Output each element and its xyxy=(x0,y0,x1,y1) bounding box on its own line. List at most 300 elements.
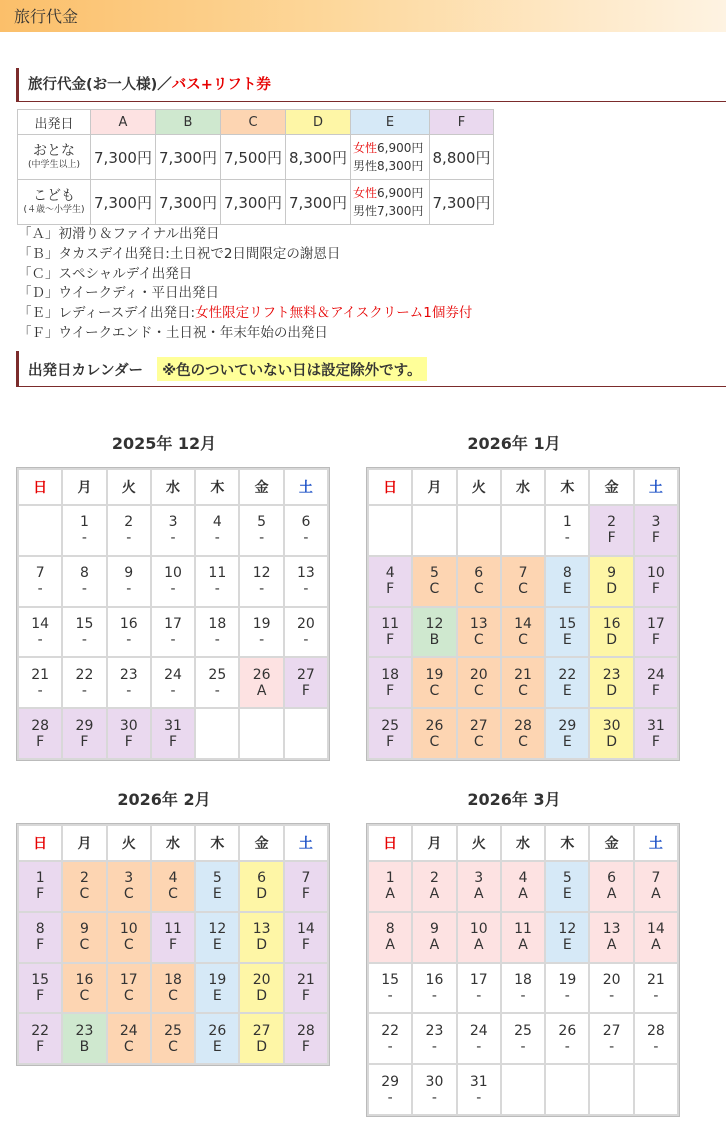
calendar-day xyxy=(458,862,500,911)
day-grade: F xyxy=(301,937,310,954)
day-grade: - xyxy=(520,987,526,1004)
price-heading-red: バス+リフト券 xyxy=(171,77,271,93)
day-grade: E xyxy=(212,987,222,1004)
week-row xyxy=(369,862,677,911)
day-grade: - xyxy=(520,1038,526,1055)
day-grade: - xyxy=(564,1038,570,1055)
day-grade: F xyxy=(651,733,660,750)
empty-day xyxy=(502,1065,544,1114)
day-number: 15 xyxy=(381,971,400,988)
day-grade: D xyxy=(256,937,268,954)
day-grade: - xyxy=(81,631,87,648)
calendar-day xyxy=(63,964,105,1013)
calendar-day xyxy=(635,608,677,657)
day-number: 19 xyxy=(558,971,577,988)
calendar-day xyxy=(152,862,194,911)
day-grade: F xyxy=(386,581,395,598)
day-number: 27 xyxy=(602,1022,621,1039)
day-grade: F xyxy=(36,937,45,954)
calendar-day xyxy=(19,862,61,911)
calendar-day xyxy=(413,1065,455,1114)
day-number: 14 xyxy=(297,921,315,938)
calendar-day xyxy=(240,964,282,1013)
calendar-day xyxy=(108,506,150,555)
day-number: 14 xyxy=(514,615,532,632)
day-grade: B xyxy=(79,1038,90,1055)
legend-text: 「Ｂ」タカスデイ出発日:土日祝で2日間限定の謝恩日 xyxy=(18,245,341,262)
day-number: 9 xyxy=(79,921,89,938)
price-col-header: 出発日 xyxy=(18,110,90,134)
day-grade: - xyxy=(303,530,309,547)
day-number: 15 xyxy=(31,971,50,988)
day-grade: E xyxy=(562,886,572,903)
calendar-day xyxy=(285,862,327,911)
day-number: 24 xyxy=(647,666,665,683)
day-number: 21 xyxy=(514,666,532,683)
day-number: 6 xyxy=(474,565,484,582)
day-number: 11 xyxy=(208,565,227,582)
week-row xyxy=(369,506,677,555)
day-grade: C xyxy=(518,733,528,750)
day-number: 9 xyxy=(429,921,439,938)
calendar-title-jan-2026: 2026年 1月 xyxy=(467,434,561,453)
day-number: 7 xyxy=(651,870,661,887)
weekday-header: 金 xyxy=(590,826,632,860)
day-number: 25 xyxy=(381,717,400,734)
calendar-day xyxy=(590,1014,632,1063)
day-grade: - xyxy=(387,1038,393,1055)
day-grade: D xyxy=(606,733,618,750)
weekday-header: 木 xyxy=(546,826,588,860)
day-number: 26 xyxy=(252,666,271,683)
day-grade: - xyxy=(653,1038,659,1055)
day-grade: F xyxy=(301,987,310,1004)
day-grade: F xyxy=(651,530,660,547)
weekday-header: 木 xyxy=(546,470,588,504)
calendar-day xyxy=(285,557,327,606)
empty-day xyxy=(635,1065,677,1114)
legend-red-text: 女性限定リフト無料＆アイスクリーム1個券付 xyxy=(195,305,473,322)
calendar-day xyxy=(635,862,677,911)
calendar-day xyxy=(458,1014,500,1063)
day-grade: - xyxy=(37,682,43,699)
day-number: 13 xyxy=(252,921,271,938)
calendar-day xyxy=(546,862,588,911)
day-number: 16 xyxy=(75,971,94,988)
calendar-day xyxy=(635,709,677,758)
calendar-day xyxy=(152,1014,194,1063)
calendar-day xyxy=(458,913,500,962)
day-grade: F xyxy=(386,733,395,750)
day-number: 20 xyxy=(297,615,315,632)
day-number: 29 xyxy=(75,717,94,734)
day-grade: E xyxy=(562,581,572,598)
empty-day xyxy=(369,506,411,555)
calendar-day xyxy=(196,913,238,962)
day-grade: C xyxy=(473,631,484,648)
price-value: 7,300円 xyxy=(94,193,152,212)
grade-header-e: E xyxy=(351,110,429,134)
calendar-day xyxy=(546,913,588,962)
calendar-day xyxy=(546,608,588,657)
day-grade: C xyxy=(168,886,178,903)
calendar-day xyxy=(285,608,327,657)
calendar-day xyxy=(152,658,194,707)
calendar-day xyxy=(369,557,411,606)
price-heading-main: 旅行代金(お一人様)／ xyxy=(28,77,172,93)
day-grade: F xyxy=(36,987,45,1004)
calendar-day xyxy=(590,658,632,707)
day-number: 2 xyxy=(607,514,617,531)
weekday-header: 火 xyxy=(458,470,500,504)
empty-day xyxy=(285,709,327,758)
day-grade: F xyxy=(651,631,660,648)
day-number: 3 xyxy=(124,870,134,887)
calendar-day xyxy=(369,862,411,911)
day-grade: A xyxy=(518,886,528,903)
day-number: 8 xyxy=(562,565,572,582)
weekday-header: 木 xyxy=(196,826,238,860)
day-number: 23 xyxy=(425,1022,444,1039)
day-number: 6 xyxy=(607,870,617,887)
calendar-day xyxy=(590,557,632,606)
weekday-header: 水 xyxy=(502,826,544,860)
grade-header-c: C xyxy=(221,110,285,134)
calendar-day xyxy=(546,506,588,555)
day-grade: A xyxy=(429,937,440,954)
price-value: 7,300円 xyxy=(159,193,217,212)
day-grade: C xyxy=(518,581,528,598)
day-number: 19 xyxy=(252,615,271,632)
day-grade: - xyxy=(170,682,176,699)
legend-item-b xyxy=(18,245,472,265)
day-grade: C xyxy=(168,1038,178,1055)
day-grade: - xyxy=(214,530,220,547)
price-cell-e xyxy=(351,180,429,224)
calendar-day xyxy=(196,557,238,606)
calendar-day xyxy=(502,964,544,1013)
day-number: 25 xyxy=(514,1022,532,1039)
weekday-header: 水 xyxy=(152,470,194,504)
day-grade: F xyxy=(301,1038,310,1055)
calendar-day xyxy=(19,608,61,657)
price-cell xyxy=(91,135,155,179)
day-number: 1 xyxy=(35,870,45,887)
calendar-day xyxy=(413,862,455,911)
day-number: 18 xyxy=(208,615,227,632)
day-grade: - xyxy=(126,631,132,648)
day-grade: - xyxy=(81,581,87,598)
calendar-day xyxy=(546,964,588,1013)
calendar-day xyxy=(152,964,194,1013)
day-number: 19 xyxy=(425,666,444,683)
calendar-section-heading xyxy=(16,351,726,387)
weekday-header: 月 xyxy=(413,826,455,860)
age-cell xyxy=(18,135,90,179)
calendar-day xyxy=(635,964,677,1013)
week-row xyxy=(369,964,677,1013)
legend-item-c xyxy=(18,265,472,285)
day-number: 23 xyxy=(75,1022,94,1039)
day-grade: C xyxy=(123,937,134,954)
price-value: 7,300円 xyxy=(224,193,282,212)
day-grade: - xyxy=(564,530,570,547)
calendar-day xyxy=(196,1014,238,1063)
day-number: 6 xyxy=(301,514,311,531)
calendar-day xyxy=(19,658,61,707)
day-number: 17 xyxy=(647,615,665,632)
day-grade: - xyxy=(431,987,437,1004)
price-value: 8,800円 xyxy=(432,148,491,167)
day-number: 1 xyxy=(562,514,572,531)
calendar-day xyxy=(635,913,677,962)
day-grade: C xyxy=(518,631,528,648)
day-number: 18 xyxy=(514,971,532,988)
calendar-day xyxy=(502,862,544,911)
calendar-day xyxy=(546,709,588,758)
empty-day xyxy=(196,709,238,758)
calendar-day xyxy=(413,1014,455,1063)
day-number: 16 xyxy=(425,971,444,988)
calendar-day xyxy=(285,506,327,555)
weekday-header: 日 xyxy=(369,826,411,860)
day-grade: F xyxy=(651,581,660,598)
day-number: 17 xyxy=(469,971,488,988)
day-grade: - xyxy=(214,682,220,699)
day-grade: - xyxy=(564,987,570,1004)
day-number: 11 xyxy=(381,615,400,632)
day-grade: - xyxy=(126,581,132,598)
day-number: 28 xyxy=(647,1022,665,1039)
calendar-title-dec-2025: 2025年 12月 xyxy=(111,434,217,453)
day-grade: C xyxy=(518,682,528,699)
day-number: 19 xyxy=(208,971,227,988)
price-row-adult xyxy=(18,135,493,179)
week-row xyxy=(369,1014,677,1063)
day-grade: - xyxy=(170,530,176,547)
day-grade: C xyxy=(429,733,440,750)
day-grade: F xyxy=(386,631,395,648)
calendar-day xyxy=(152,709,194,758)
day-grade: A xyxy=(651,937,661,954)
day-number: 29 xyxy=(381,1073,400,1090)
empty-day xyxy=(502,506,544,555)
calendar-day xyxy=(458,608,500,657)
calendar-day xyxy=(63,658,105,707)
day-number: 20 xyxy=(469,666,488,683)
day-number: 10 xyxy=(647,565,665,582)
day-grade: B xyxy=(429,631,440,648)
calendar-day xyxy=(590,506,632,555)
day-number: 16 xyxy=(119,615,138,632)
legend-item-f xyxy=(18,324,472,344)
day-grade: D xyxy=(606,682,618,699)
price-table xyxy=(17,109,494,225)
day-number: 20 xyxy=(602,971,621,988)
grade-header-d: D xyxy=(286,110,350,134)
day-number: 5 xyxy=(429,565,439,582)
calendar-day xyxy=(546,658,588,707)
day-grade: - xyxy=(609,987,615,1004)
week-row xyxy=(19,608,327,657)
day-number: 27 xyxy=(297,666,315,683)
male-label: 男性 xyxy=(353,204,378,218)
calendar-day xyxy=(196,608,238,657)
day-number: 17 xyxy=(164,615,182,632)
weekday-header: 月 xyxy=(63,470,105,504)
empty-day xyxy=(413,506,455,555)
day-number: 13 xyxy=(469,615,488,632)
day-number: 23 xyxy=(602,666,621,683)
page-title: 旅行代金 xyxy=(14,7,79,26)
day-number: 8 xyxy=(35,921,45,938)
week-row xyxy=(19,709,327,758)
calendar-feb-2026 xyxy=(16,823,330,1066)
week-row xyxy=(19,862,327,911)
calendar-day xyxy=(108,862,150,911)
day-grade: F xyxy=(651,682,660,699)
weekday-header: 金 xyxy=(590,470,632,504)
day-grade: C xyxy=(79,987,90,1004)
day-number: 22 xyxy=(558,666,577,683)
calendar-day xyxy=(240,658,282,707)
day-grade: - xyxy=(126,530,132,547)
day-number: 27 xyxy=(469,717,488,734)
day-grade: F xyxy=(36,886,45,903)
day-number: 9 xyxy=(607,565,617,582)
calendar-day xyxy=(413,608,455,657)
calendar-day xyxy=(590,913,632,962)
calendar-day xyxy=(240,913,282,962)
day-number: 30 xyxy=(602,717,621,734)
calendar-day xyxy=(635,557,677,606)
price-cell xyxy=(156,180,220,224)
price-value: 7,300円 xyxy=(432,193,491,212)
day-number: 31 xyxy=(469,1073,488,1090)
weekday-header: 木 xyxy=(196,470,238,504)
day-grade: C xyxy=(123,886,134,903)
weekday-header: 月 xyxy=(63,826,105,860)
day-number: 17 xyxy=(119,971,138,988)
calendar-day xyxy=(458,709,500,758)
week-row xyxy=(369,709,677,758)
day-grade: D xyxy=(606,631,618,648)
day-number: 24 xyxy=(119,1022,138,1039)
calendar-day xyxy=(108,1014,150,1063)
calendar-day xyxy=(19,709,61,758)
empty-day xyxy=(19,506,61,555)
day-grade: C xyxy=(429,682,440,699)
day-number: 28 xyxy=(31,717,50,734)
week-row xyxy=(19,658,327,707)
day-number: 24 xyxy=(469,1022,488,1039)
weekday-header: 土 xyxy=(285,826,327,860)
day-grade: F xyxy=(36,733,45,750)
day-number: 12 xyxy=(425,615,444,632)
price-cell xyxy=(430,180,493,224)
day-number: 11 xyxy=(164,921,182,938)
day-number: 29 xyxy=(558,717,577,734)
price-cell xyxy=(286,180,350,224)
calendar-day xyxy=(635,506,677,555)
calendar-day xyxy=(369,913,411,962)
day-number: 10 xyxy=(469,921,488,938)
day-number: 9 xyxy=(124,565,134,582)
day-grade: F xyxy=(607,530,616,547)
day-grade: D xyxy=(256,1038,268,1055)
day-number: 5 xyxy=(562,870,572,887)
calendar-day xyxy=(108,557,150,606)
day-number: 8 xyxy=(79,565,89,582)
female-label: 女性 xyxy=(353,141,378,155)
legend-text: 「Ｅ」レディースデイ出発日: xyxy=(18,305,196,322)
age-sublabel: (中学生以上) xyxy=(27,160,81,170)
day-number: 21 xyxy=(31,666,50,683)
day-number: 15 xyxy=(558,615,577,632)
week-row xyxy=(369,608,677,657)
calendar-day xyxy=(502,658,544,707)
day-number: 3 xyxy=(168,514,178,531)
weekday-header: 金 xyxy=(240,826,282,860)
day-number: 14 xyxy=(31,615,50,632)
day-grade: E xyxy=(562,631,572,648)
legend-item-d xyxy=(18,284,472,304)
weekday-header: 水 xyxy=(152,826,194,860)
day-number: 25 xyxy=(164,1022,182,1039)
day-number: 27 xyxy=(252,1022,271,1039)
day-grade: - xyxy=(431,1089,437,1106)
day-number: 26 xyxy=(208,1022,227,1039)
weekday-header: 日 xyxy=(19,826,61,860)
calendar-day xyxy=(19,964,61,1013)
day-number: 31 xyxy=(164,717,182,734)
empty-day xyxy=(458,506,500,555)
calendar-day xyxy=(502,1014,544,1063)
calendar-day xyxy=(108,608,150,657)
day-grade: C xyxy=(473,581,484,598)
calendar-note: ※色のついていない日は設定除外です。 xyxy=(157,357,426,381)
price-cell xyxy=(156,135,220,179)
day-grade: A xyxy=(651,886,661,903)
calendar-day xyxy=(458,557,500,606)
day-grade: E xyxy=(562,733,572,750)
grade-legend xyxy=(18,225,472,344)
calendar-day xyxy=(635,1014,677,1063)
calendar-day xyxy=(413,557,455,606)
day-grade: A xyxy=(606,937,617,954)
price-section-heading xyxy=(16,68,726,102)
day-grade: - xyxy=(609,1038,615,1055)
age-label: おとな xyxy=(33,143,75,159)
day-grade: A xyxy=(429,886,440,903)
day-grade: - xyxy=(653,987,659,1004)
day-grade: C xyxy=(429,581,440,598)
female-price: 6,900円 xyxy=(377,186,424,200)
price-value: 7,300円 xyxy=(289,193,347,212)
day-number: 4 xyxy=(168,870,178,887)
day-number: 28 xyxy=(297,1022,315,1039)
calendar-day xyxy=(63,557,105,606)
calendar-day xyxy=(590,964,632,1013)
calendar-day xyxy=(502,608,544,657)
day-grade: D xyxy=(606,581,618,598)
day-grade: - xyxy=(303,581,309,598)
day-number: 12 xyxy=(252,565,271,582)
calendar-day xyxy=(63,1014,105,1063)
female-label: 女性 xyxy=(353,186,378,200)
day-grade: F xyxy=(80,733,89,750)
calendar-day xyxy=(590,709,632,758)
